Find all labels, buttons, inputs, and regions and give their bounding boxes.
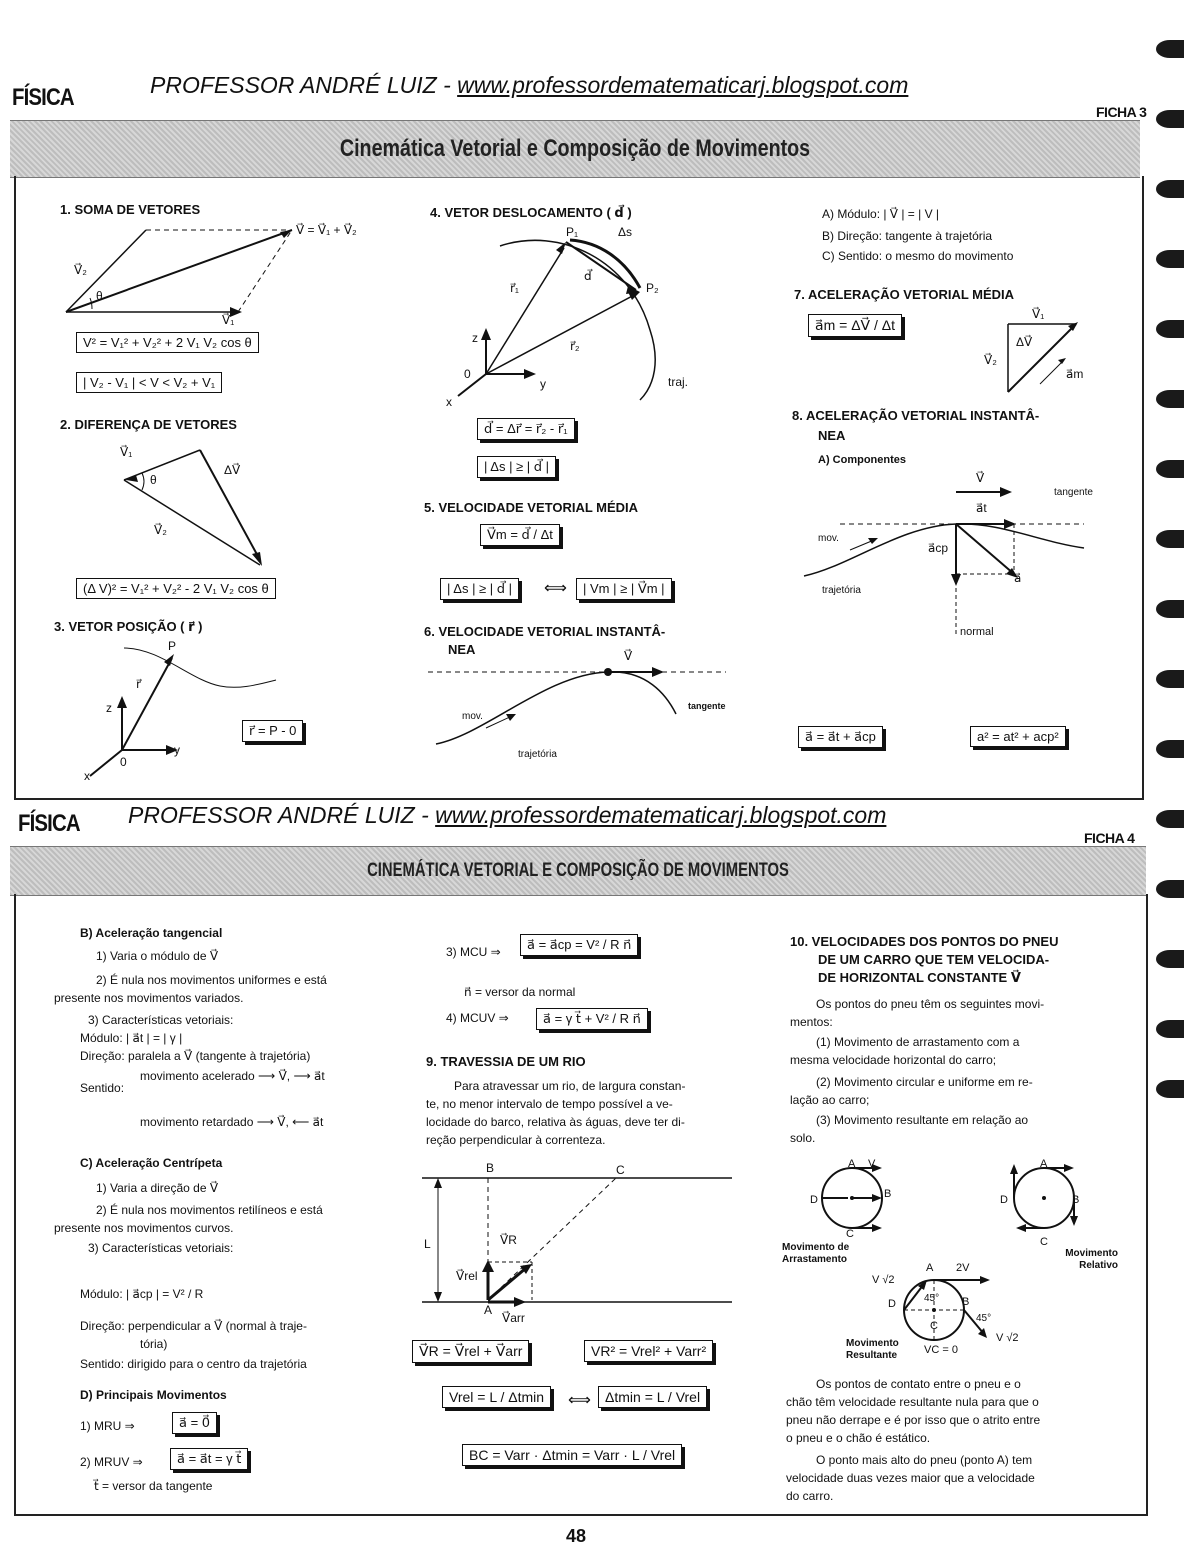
tire-item-2: (2) Movimento circular e uniforme em re- — [816, 1075, 1033, 1089]
direction-line: B) Direção: tangente à trajetória — [822, 229, 993, 243]
mcu-label: 3) MCU ⇒ — [446, 945, 501, 959]
col1-line-5: Módulo: | a⃗t | = | γ | — [80, 1031, 183, 1045]
section-10-title-2: DE UM CARRO QUE TEM VELOCIDA- — [818, 952, 1050, 967]
river-text-4: reção perpendicular à correnteza. — [426, 1133, 606, 1147]
tire-item-2b: lação ao carro; — [790, 1093, 870, 1107]
res-45-left: 45° — [924, 1293, 940, 1304]
tangent-versor-note: t⃗ = versor da tangente — [94, 1479, 213, 1493]
col1-line-4: 3) Características vetoriais: — [88, 1013, 234, 1027]
min-time-formula-box: Δtmin = L / Vrel — [598, 1386, 707, 1408]
spiral-binding — [1148, 0, 1186, 1556]
sum-label: V⃗ = V⃗₁ + V⃗₂ — [296, 223, 357, 237]
normal-versor-note: n⃗ = versor da normal — [464, 985, 576, 999]
mru-formula-box: a⃗ = 0⃗ — [172, 1412, 217, 1434]
tangential-heading: B) Aceleração tangencial — [80, 926, 223, 940]
top-point-text-2: velocidade duas vezes maior que a velocidade — [786, 1471, 1035, 1485]
blog-url-link-bottom[interactable]: www.professordematematicarj.blogspot.com — [435, 802, 887, 828]
tire-item-1b: mesma velocidade horizontal do carro; — [790, 1053, 997, 1067]
avg-velocity-ineq-box-2: | Vm | ≥ | V⃗m | — [576, 578, 672, 600]
acc-magnitude-box: a² = at² + acp² — [970, 726, 1066, 747]
sense-line: C) Sentido: o mesmo do movimento — [822, 249, 1014, 263]
col1-line-17: tória) — [140, 1337, 168, 1351]
res-2v-label: 2V — [956, 1262, 970, 1274]
avg-acc-v2-label: V⃗₂ — [984, 353, 997, 367]
mruv-formula-box: a⃗ = a⃗t = γ t⃗ — [170, 1448, 248, 1470]
drift-distance-box: BC = Varr · Δtmin = Varr · L / Vrel — [462, 1444, 682, 1466]
components-subtitle: A) Componentes — [818, 454, 906, 466]
res-point-b: B — [962, 1296, 970, 1308]
col1-line-14: 3) Características vetoriais: — [88, 1241, 234, 1255]
r-vector-label: r⃗ — [136, 677, 141, 691]
rel-point-c: C — [1040, 1236, 1048, 1248]
inst-velocity-v-label: V⃗ — [624, 649, 633, 663]
contact-text-2: chão têm velocidade resultante nula para que o — [786, 1395, 1039, 1409]
top-point-text-1: O ponto mais alto do pneu (ponto A) tem — [816, 1453, 1033, 1467]
rel-point-b: B — [1072, 1194, 1080, 1206]
main-movements-heading: D) Principais Movimentos — [80, 1388, 227, 1402]
tire-item-3: (3) Movimento resultante em relação ao — [816, 1113, 1029, 1127]
mruv-label: 2) MRUV ⇒ — [80, 1455, 143, 1469]
blog-url-link[interactable]: www.professordematematicarj.blogspot.com — [457, 72, 909, 98]
col1-line-15: Módulo: | a⃗cp | = V² / R — [80, 1287, 204, 1301]
avg-acc-v1-label: V⃗₁ — [1032, 307, 1045, 321]
disp-y-label: y — [540, 377, 546, 391]
section-6-title: 6. VELOCIDADE VETORIAL INSTANTÂ- — [424, 624, 666, 639]
avg-velocity-formula-box: V⃗m = d⃗ / Δt — [480, 524, 560, 546]
section-4-title: 4. VETOR DESLOCAMENTO ( d⃗ ) — [430, 205, 632, 220]
title-band-bottom — [10, 846, 1146, 896]
page-number: 48 — [566, 1526, 587, 1546]
subject-title-top: FÍSICA — [12, 84, 74, 111]
res-45-right: 45° — [976, 1313, 992, 1324]
res-point-a: A — [926, 1262, 934, 1274]
inst-acc-at-label: a⃗t — [976, 501, 987, 515]
inst-acc-normal-label: normal — [960, 626, 994, 638]
res-vsqrt2-top: V √2 — [872, 1274, 895, 1286]
v1-label: V⃗₁ — [222, 313, 235, 327]
rel-point-d: D — [1000, 1194, 1008, 1206]
section-10-title-3: DE HORIZONTAL CONSTANTE V⃗ — [818, 970, 1021, 985]
displacement-formula-box: d⃗ = Δr⃗ = r⃗₂ - r⃗₁ — [477, 418, 575, 440]
col1-line-1: 1) Varia o módulo de V⃗ — [96, 949, 219, 963]
river-text-2: te, no menor intervalo de tempo possível a ve- — [426, 1097, 673, 1111]
section-7-title: 7. ACELERAÇÃO VETORIAL MÉDIA — [794, 287, 1015, 302]
river-varr-label: V⃗arr — [502, 1311, 525, 1325]
inst-acc-mov-label: mov. — [818, 533, 839, 544]
tangential-centripetal-column — [80, 926, 390, 940]
arr-point-b: B — [884, 1188, 892, 1200]
river-equivalence-arrow: ⟺ — [568, 1392, 591, 1409]
theta-label: θ — [96, 289, 103, 303]
inst-tangente-label: tangente — [688, 701, 726, 711]
col1-line-13: presente nos movimentos curvos. — [54, 1221, 234, 1235]
arr-point-a: A — [848, 1158, 856, 1170]
avg-velocity-ineq-box-1: | Δs | ≥ | d⃗ | — [440, 578, 519, 600]
traj-label: traj. — [668, 375, 689, 389]
col1-line-18: Sentido: dirigido para o centro da trajetória — [80, 1357, 307, 1371]
contact-text-1: Os pontos de contato entre o pneu e o — [816, 1377, 1021, 1391]
p2-label: P₂ — [646, 281, 659, 295]
mcuv-label: 4) MCUV ⇒ — [446, 1011, 509, 1025]
res-point-c: C — [930, 1320, 938, 1332]
professor-header-top — [150, 72, 908, 99]
x-axis-label: x — [84, 769, 90, 783]
rel-point-a: A — [1040, 1158, 1048, 1170]
d-label: d⃗ — [584, 269, 592, 283]
inst-mov-label: mov. — [462, 711, 483, 722]
z-axis-label: z — [106, 701, 112, 715]
section-3-title: 3. VETOR POSIÇÃO ( r⃗ ) — [54, 619, 203, 634]
contact-text-4: o pneu e o chão é estático. — [786, 1431, 931, 1445]
col1-line-6: Direção: paralela a V⃗ (tangente à trajetória) — [80, 1049, 311, 1063]
title-band-top — [10, 120, 1140, 178]
origin-label: 0 — [120, 755, 127, 769]
section-5-title: 5. VELOCIDADE VETORIAL MÉDIA — [424, 500, 639, 515]
r2-label: r⃗₂ — [570, 339, 580, 353]
avg-acc-am-label: a⃗m — [1066, 367, 1084, 381]
river-point-c: C — [616, 1163, 625, 1177]
band-title-top: Cinemática Vetorial e Composição de Movimentos — [339, 135, 811, 162]
mcu-formula-box: a⃗ = a⃗cp = V² / R n⃗ — [520, 934, 638, 956]
ficha-label-top: FICHA 3 — [1096, 104, 1147, 120]
arc-ds-label: Δs — [618, 225, 633, 239]
col1-line-8: Sentido: — [80, 1081, 125, 1095]
centripetal-heading: C) Aceleração Centrípeta — [80, 1156, 223, 1170]
col1-line-2: 2) É nula nos movimentos uniformes e está — [96, 973, 327, 987]
tire-item-3b: solo. — [790, 1131, 816, 1145]
acceleration-components-diagram — [800, 486, 1090, 636]
disp-z-label: z — [472, 331, 478, 345]
arrastamento-caption: Movimento de Arrastamento — [782, 1242, 850, 1265]
top-point-text-3: do carro. — [786, 1489, 834, 1503]
inst-acc-tangente-label: tangente — [1054, 487, 1093, 498]
p1-label: P₁ — [566, 225, 579, 239]
river-width-l: L — [424, 1237, 431, 1251]
river-vrel-label: V⃗rel — [456, 1269, 478, 1283]
col1-line-11: 1) Varia a direção de V⃗ — [96, 1181, 219, 1195]
ficha-label-bottom: FICHA 4 — [1084, 830, 1135, 846]
avg-acc-dv-label: ΔV⃗ — [1016, 335, 1033, 349]
disp-x-label: x — [446, 395, 452, 409]
law-of-cosines-box: V² = V₁² + V₂² + 2 V₁ V₂ cos θ — [76, 332, 259, 353]
arr-v-top: V — [868, 1158, 876, 1170]
disp-origin-label: 0 — [464, 367, 471, 381]
inst-trajetoria-label: trajetória — [518, 749, 557, 760]
arc-vs-displacement-box: | Δs | ≥ | d⃗ | — [477, 456, 556, 478]
mru-label: 1) MRU ⇒ — [80, 1419, 135, 1433]
tire-text-1: Os pontos do pneu têm os seguintes movi- — [816, 997, 1045, 1011]
position-formula-box: r⃗ = P - 0 — [242, 720, 303, 742]
arr-point-c: C — [846, 1228, 854, 1240]
resultante-caption: Movimento Resultante — [846, 1338, 899, 1361]
tire-item-1: (1) Movimento de arrastamento com a — [816, 1035, 1020, 1049]
inst-acc-trajetoria-label: trajetória — [822, 585, 861, 596]
diff-v2-label: V⃗₂ — [154, 523, 167, 537]
col1-line-16: Direção: perpendicular a V⃗ (normal à traje- — [80, 1319, 307, 1333]
col1-line-9: movimento retardado ⟶ V⃗, ⟵ a⃗t — [140, 1115, 324, 1129]
point-p-label: P — [168, 639, 177, 653]
avg-acceleration-formula-box: a⃗m = ΔV⃗ / Δt — [808, 314, 902, 337]
section-10-title-1: 10. VELOCIDADES DOS PONTOS DO PNEU — [790, 934, 1059, 949]
col1-line-3: presente nos movimentos variados. — [54, 991, 244, 1005]
section-9-title: 9. TRAVESSIA DE UM RIO — [426, 1054, 586, 1069]
subject-title-bottom: FÍSICA — [18, 810, 80, 837]
section-8-title: 8. ACELERAÇÃO VETORIAL INSTANTÂ- — [792, 408, 1040, 423]
res-vsqrt2-bottom: V √2 — [996, 1332, 1019, 1344]
vector-sum-inequality-box: | V₂ - V₁ | < V < V₂ + V₁ — [76, 372, 222, 393]
professor-header-bottom — [128, 802, 886, 829]
r1-label: r⃗₁ — [510, 281, 519, 295]
difference-formula-box: (Δ V)² = V₁² + V₂² - 2 V₁ V₂ cos θ — [76, 578, 276, 599]
acc-vector-sum-box: a⃗ = a⃗t + a⃗cp — [798, 726, 883, 748]
y-axis-label: y — [174, 743, 180, 757]
inst-acc-v-label: V⃗ — [976, 471, 985, 485]
river-crossing-diagram — [420, 1172, 740, 1320]
professor-name: PROFESSOR ANDRÉ LUIZ - — [150, 72, 451, 98]
col1-line-12: 2) É nula nos movimentos retilíneos e está — [96, 1203, 323, 1217]
vc-zero-label: VC = 0 — [924, 1344, 958, 1356]
inst-acc-a-label: a⃗ — [1014, 571, 1022, 585]
section-1-title: 1. SOMA DE VETORES — [60, 202, 201, 217]
river-point-a: A — [484, 1303, 493, 1317]
diff-v1-label: V⃗₁ — [120, 445, 133, 459]
vector-difference-diagram — [120, 440, 280, 570]
river-text-3: locidade do barco, relativa às águas, deve ter di- — [426, 1115, 685, 1129]
contact-text-3: pneu não derrape e é por isso que o atrito entre — [786, 1413, 1041, 1427]
v2-label: V⃗₂ — [74, 263, 87, 277]
inst-acc-acp-label: a⃗cp — [928, 541, 949, 555]
col1-line-7: movimento acelerado ⟶ V⃗, ⟶ a⃗t — [140, 1069, 325, 1083]
tire-text-2: mentos: — [790, 1015, 833, 1029]
relativo-caption: Movimento Relativo — [1065, 1248, 1118, 1271]
band-title-bottom: CINEMÁTICA VETORIAL E COMPOSIÇÃO DE MOVIMENTOS — [367, 860, 789, 881]
resultant-velocity-box: V⃗R = V⃗rel + V⃗arr — [412, 1340, 529, 1363]
section-2-title: 2. DIFERENÇA DE VETORES — [60, 417, 237, 432]
module-line: A) Módulo: | V⃗ | = | V | — [822, 207, 940, 221]
river-vr-label: V⃗R — [500, 1233, 517, 1247]
displacement-diagram — [440, 220, 680, 410]
section-6-title-cont: NEA — [448, 642, 476, 657]
equivalence-arrow: ⟺ — [544, 580, 567, 597]
mcuv-formula-box: a⃗ = γ t⃗ + V² / R n⃗ — [536, 1008, 648, 1030]
professor-name-bottom: PROFESSOR ANDRÉ LUIZ - — [128, 802, 429, 828]
diff-theta-label: θ — [150, 473, 157, 487]
vrel-formula-box: Vrel = L / Δtmin — [442, 1386, 551, 1408]
resultant-magnitude-box: VR² = Vrel² + Varr² — [584, 1340, 713, 1362]
section-8-title-cont: NEA — [818, 428, 846, 443]
arr-point-d: D — [810, 1194, 818, 1206]
river-text-1: Para atravessar um rio, de largura constan- — [454, 1079, 686, 1093]
diff-dv-label: ΔV⃗ — [224, 463, 241, 477]
river-point-b: B — [486, 1161, 495, 1175]
res-point-d: D — [888, 1298, 896, 1310]
